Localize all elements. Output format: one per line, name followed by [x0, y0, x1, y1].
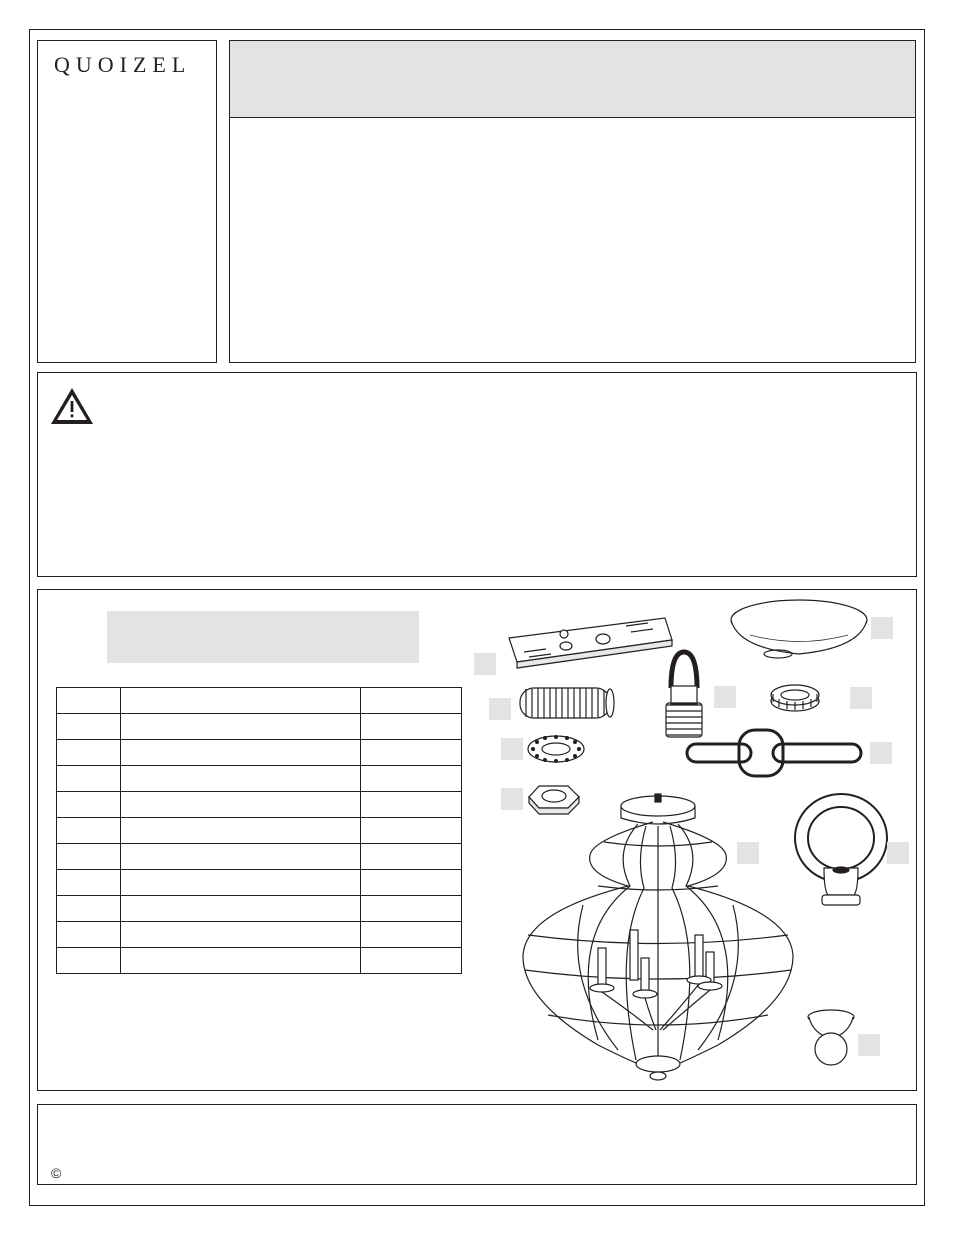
- logo-panel: [37, 40, 217, 363]
- brand-logo: QUOIZEL: [54, 52, 192, 77]
- mounting-strap-drawing: [509, 618, 672, 668]
- copyright-icon: ©: [51, 1165, 62, 1181]
- chain-drawing: [687, 730, 861, 776]
- threaded-nipple-drawing: [520, 688, 614, 718]
- parts-illustration: [38, 590, 918, 1092]
- ring-loop-drawing: [795, 794, 887, 905]
- footer-panel: [37, 1104, 917, 1185]
- parts-panel: [37, 589, 917, 1091]
- lock-nut-drawing: [771, 685, 819, 711]
- chandelier-drawing: [523, 794, 793, 1080]
- canopy-drawing: [731, 600, 867, 658]
- title-panel: [229, 40, 916, 363]
- warning-panel: [37, 372, 917, 577]
- hex-nut-drawing: [529, 786, 579, 814]
- finial-drawing: [808, 1010, 854, 1065]
- warning-triangle-icon: [50, 387, 94, 425]
- star-washer-drawing: [528, 735, 584, 763]
- title-band: [230, 41, 915, 118]
- screw-collar-loop-drawing: [666, 652, 702, 737]
